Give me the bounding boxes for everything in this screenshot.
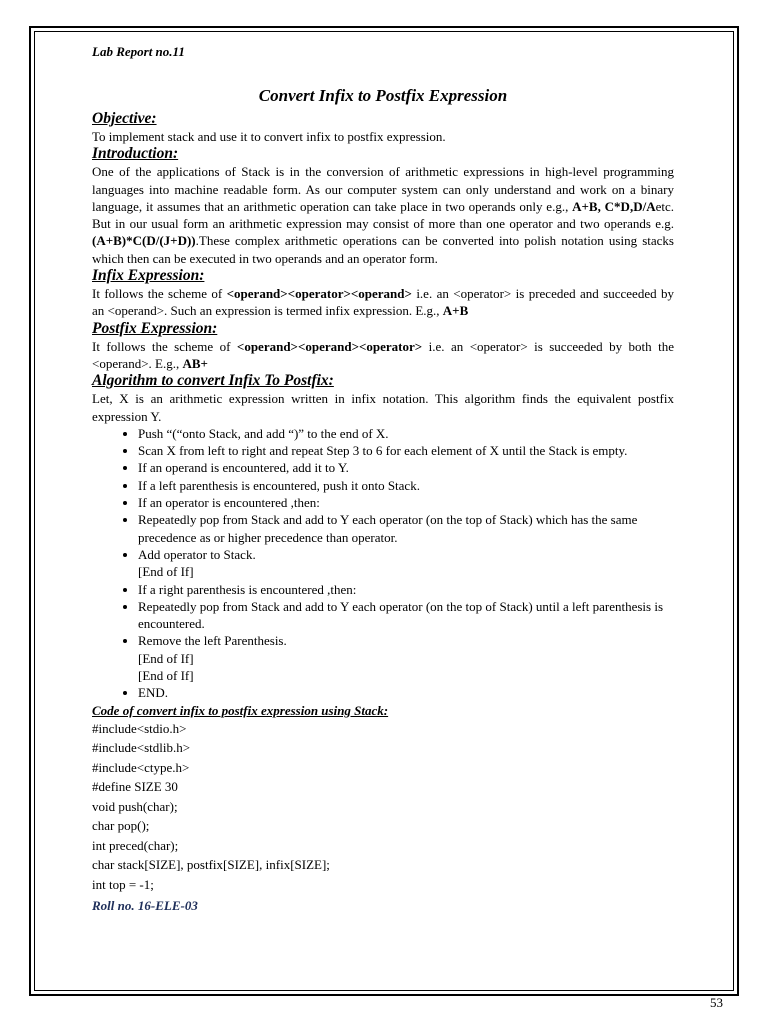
list-item: • Repeatedly pop from Stack and add to Y each operator (on the top of Stack) until a left parenthesis is encountered. [138,598,674,633]
algorithm-heading: Algorithm to convert Infix To Postfix: [92,372,334,390]
code-line: #include<stdlib.h> [92,740,191,756]
algorithm-intro: Let, X is an arithmetic expression written in infix notation. This algorithm finds the equivalent postfix expression Y. [92,391,674,424]
infix-heading: Infix Expression: [92,267,205,285]
list-item: • If an operator is encountered ,then: [138,494,674,511]
infix-text: It follows the scheme of <operand><operator><operand> i.e. an <operator> is preceded and succeeded by an <operand>. Such an expression is termed infix expression. E.g., A+B [92,286,674,319]
list-item: • Add operator to Stack. [End of If] [138,546,674,581]
report-header: Lab Report no.11 [92,44,185,59]
introduction-heading: Introduction: [92,145,179,163]
code-line: char pop(); [92,818,150,834]
document-page [92,44,674,914]
list-item: • END. [138,684,674,701]
list-item: • Repeatedly pop from Stack and add to Y each operator (on the top of Stack) which has the same precedence as or higher precedence than operator. [138,511,674,546]
list-item: • Scan X from left to right and repeat Step 3 to 6 for each element of X until the Stack is empty. [138,442,674,459]
end-if-marker: [End of If] [138,668,194,684]
code-line: void push(char); [92,798,178,814]
code-line: #include<ctype.h> [92,759,190,775]
postfix-heading: Postfix Expression: [92,319,218,337]
roll-number-footer: Roll no. 16-ELE-03 [92,898,198,914]
page-title: Convert Infix to Postfix Expression [258,86,508,105]
code-line: char stack[SIZE], postfix[SIZE], infix[SIZE]; [92,857,330,873]
code-heading: Code of convert infix to postfix expression using Stack: [92,702,389,718]
list-item: • If an operand is encountered, add it to Y. [138,459,674,476]
postfix-text: It follows the scheme of <operand><operand><operator> i.e. an <operator> is succeeded by both the <operand>. E.g., AB+ [92,338,675,371]
code-line: int preced(char); [92,837,179,853]
objective-heading: Objective: [92,110,157,127]
end-if-marker: [End of If] [138,564,194,580]
code-line: #include<stdio.h> [92,720,187,736]
list-item: • If a right parenthesis is encountered ,then: [138,581,674,598]
code-line: int top = -1; [92,876,154,892]
introduction-text: One of the applications of Stack is in the conversion of arithmetic expressions in high-level programming languages into machine readable form. As our computer system can only understand and work on a binary language, it assumes that an arithmetic operation can take place in two operands only e.g., A+B, C*D,D/Aetc. But in our usual form an arithmetic expression may consist of more than one operator and two operands e.g. (A+B)*C(D/(J+D)).These complex arithmetic operations can be converted into polish notation using stacks which then can be executed in two operands and an operator form. [92,164,674,266]
code-block [92,719,674,895]
list-item: • Remove the left Parenthesis. [End of If] [End of If] [138,632,674,684]
list-item: • If a left parenthesis is encountered, push it onto Stack. [138,477,674,494]
end-if-marker: [End of If] [138,650,194,666]
objective-text: To implement stack and use it to convert infix to postfix expression. [92,129,446,144]
code-line: #define SIZE 30 [92,779,178,795]
algorithm-steps [92,425,674,702]
page-number: 53 [710,995,723,1010]
list-item: • Push “(“onto Stack, and add “)” to the end of X. [138,425,674,442]
